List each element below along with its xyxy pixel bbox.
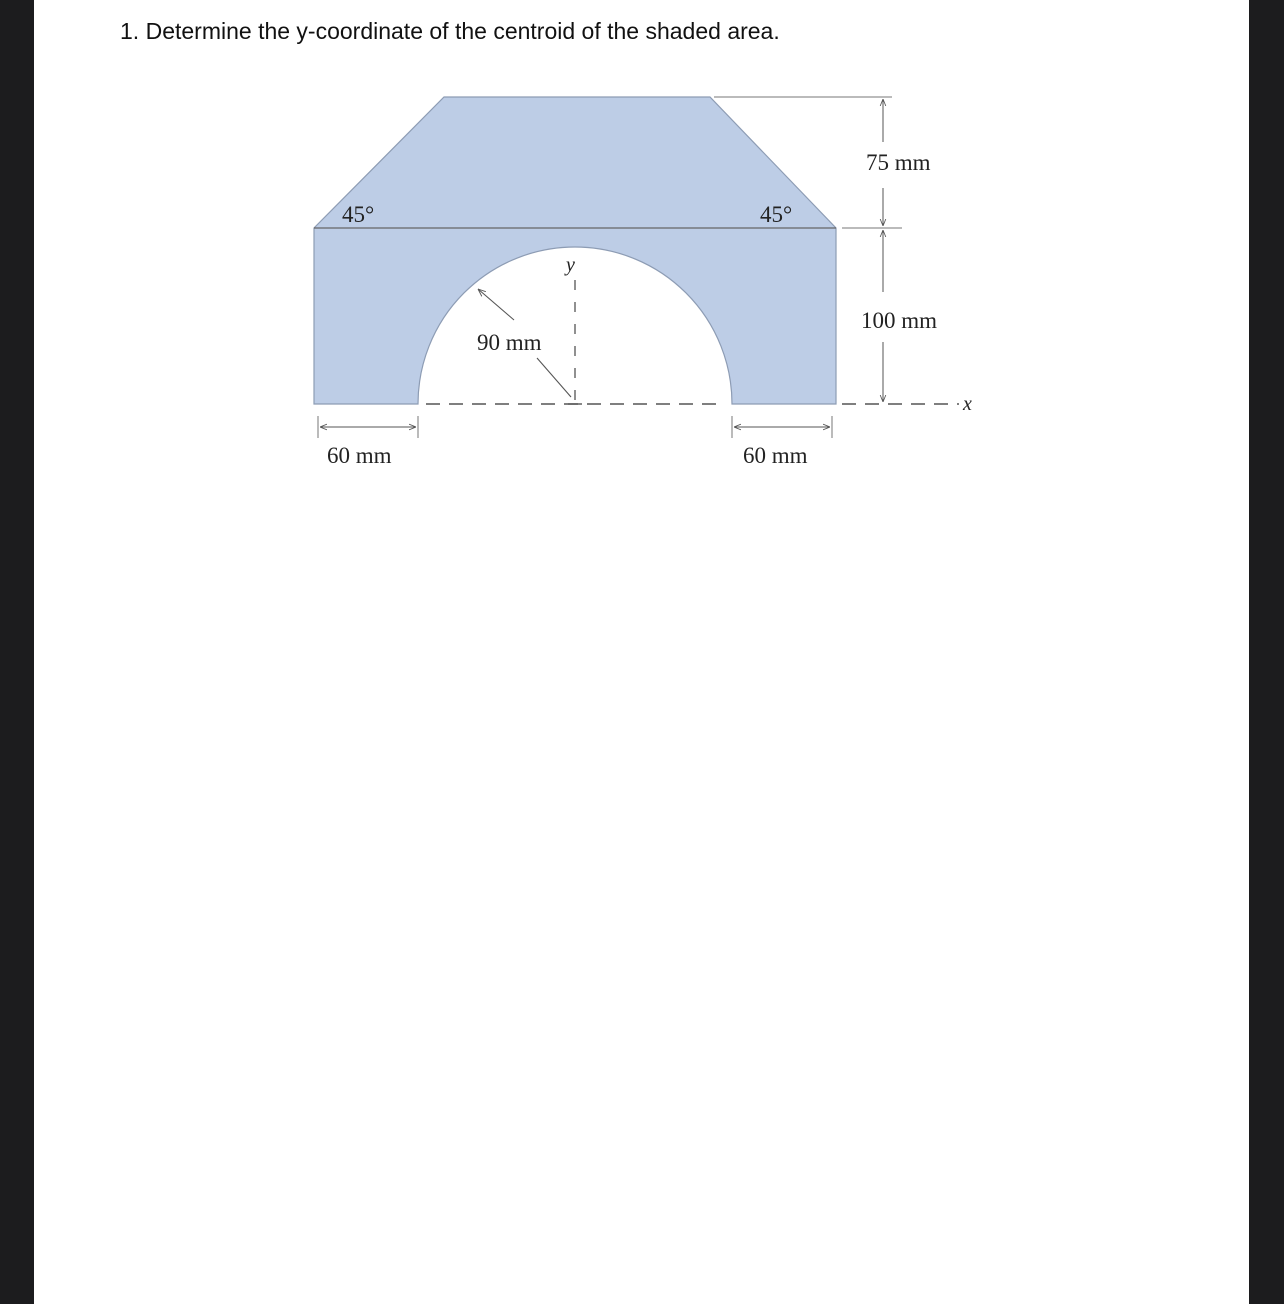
radius-line-lower bbox=[537, 358, 571, 397]
dim-left-width-label: 60 mm bbox=[327, 443, 392, 468]
dim-rect-height-label: 100 mm bbox=[861, 308, 938, 333]
shaded-area bbox=[314, 97, 836, 404]
centroid-figure bbox=[34, 0, 1249, 600]
dim-right-width-label: 60 mm bbox=[743, 443, 808, 468]
question-number: 1. bbox=[120, 18, 140, 44]
dim-top-height-label: 75 mm bbox=[866, 150, 931, 175]
radius-line-upper bbox=[478, 289, 514, 320]
angle-right-label: 45° bbox=[760, 202, 793, 227]
axis-y-label: y bbox=[566, 254, 575, 276]
angle-left-label: 45° bbox=[342, 202, 375, 227]
dim-radius-label: 90 mm bbox=[477, 330, 542, 355]
axis-x-label: x bbox=[963, 393, 972, 415]
question-body: Determine the y-coordinate of the centroid of the shaded area. bbox=[145, 18, 780, 44]
document-page bbox=[34, 0, 1249, 1304]
